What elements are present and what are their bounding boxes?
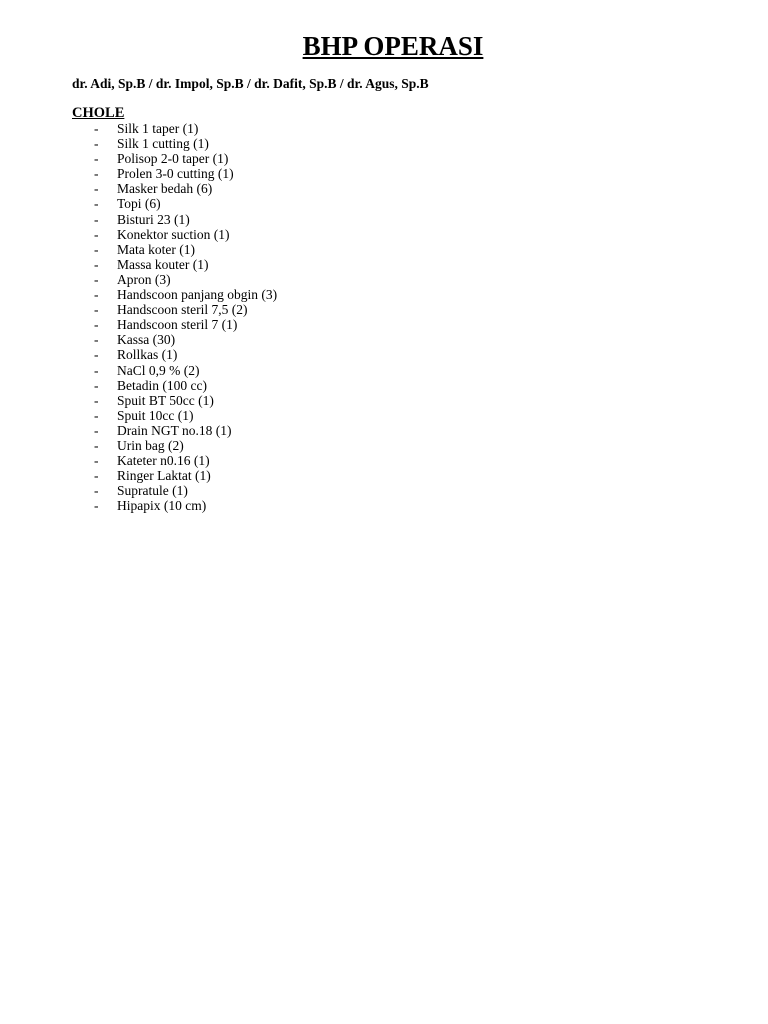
list-item-text: Spuit BT 50cc (1) [117, 392, 214, 408]
list-item-text: Apron (3) [117, 271, 171, 287]
document-title: BHP OPERASI [302, 31, 484, 61]
list-bullet: - [94, 347, 99, 363]
list-bullet: - [94, 121, 99, 136]
list-bullet: - [94, 226, 99, 242]
list-bullet: - [94, 332, 99, 348]
list-bullet: - [94, 407, 99, 423]
list-bullet: - [94, 211, 99, 227]
list-bullet: - [94, 437, 99, 453]
list-bullet: - [94, 468, 99, 484]
list-item-text: NaCl 0,9 % (2) [117, 362, 200, 378]
list-item-text: Rollkas (1) [117, 347, 178, 363]
list-item-text: Urin bag (2) [117, 437, 184, 453]
list-item-text: Hipapix (10 cm) [117, 498, 207, 514]
list-bullet: - [94, 256, 99, 272]
list-bullet: - [94, 392, 99, 408]
list-bullet: - [94, 483, 99, 499]
list-bullet: - [94, 498, 99, 514]
list-bullet: - [94, 166, 99, 182]
section-heading-chole: CHOLE [72, 105, 125, 121]
list-bullet: - [94, 151, 99, 167]
list-bullet: - [94, 136, 99, 152]
list-item-text: Supratule (1) [117, 483, 188, 499]
list-item-text: Prolen 3-0 cutting (1) [117, 166, 234, 182]
list-item-text: Ringer Laktat (1) [117, 468, 211, 484]
list-bullet: - [94, 181, 99, 197]
list-item-text: Kassa (30) [117, 332, 176, 348]
list-item-text: Massa kouter (1) [117, 256, 209, 272]
list-bullet: - [94, 453, 99, 469]
list-bullet: - [94, 271, 99, 287]
list-bullet: - [94, 241, 99, 257]
list-bullet: - [94, 302, 99, 318]
doctors-line: dr. Adi, Sp.B / dr. Impol, Sp.B / dr. Dafit, Sp.B / dr. Agus, Sp.B [72, 76, 429, 91]
list-item-text: Topi (6) [117, 196, 161, 212]
list-item-text: Mata koter (1) [117, 241, 195, 257]
list-item-text: Konektor suction (1) [117, 226, 230, 242]
list-item-text: Polisop 2-0 taper (1) [117, 151, 229, 167]
list-bullet: - [94, 422, 99, 438]
list-bullet: - [94, 287, 99, 303]
list-item-text: Silk 1 cutting (1) [117, 136, 209, 152]
list-bullet: - [94, 377, 99, 393]
list-item-text: Silk 1 taper (1) [117, 121, 199, 136]
list-item-text: Handscoon steril 7,5 (2) [117, 302, 248, 318]
list-item-text: Spuit 10cc (1) [117, 407, 194, 423]
list-bullet: - [94, 196, 99, 212]
list-item-text: Handscoon panjang obgin (3) [117, 287, 278, 303]
list-item-text: Masker bedah (6) [117, 181, 213, 197]
list-item-text: Betadin (100 cc) [117, 377, 207, 393]
list-item-text: Handscoon steril 7 (1) [117, 317, 238, 333]
list-item-text: Bisturi 23 (1) [117, 211, 190, 227]
list-item-text: Kateter n0.16 (1) [117, 453, 210, 469]
list-item-text: Drain NGT no.18 (1) [117, 422, 232, 438]
list-bullet: - [94, 317, 99, 333]
list-bullet: - [94, 362, 99, 378]
